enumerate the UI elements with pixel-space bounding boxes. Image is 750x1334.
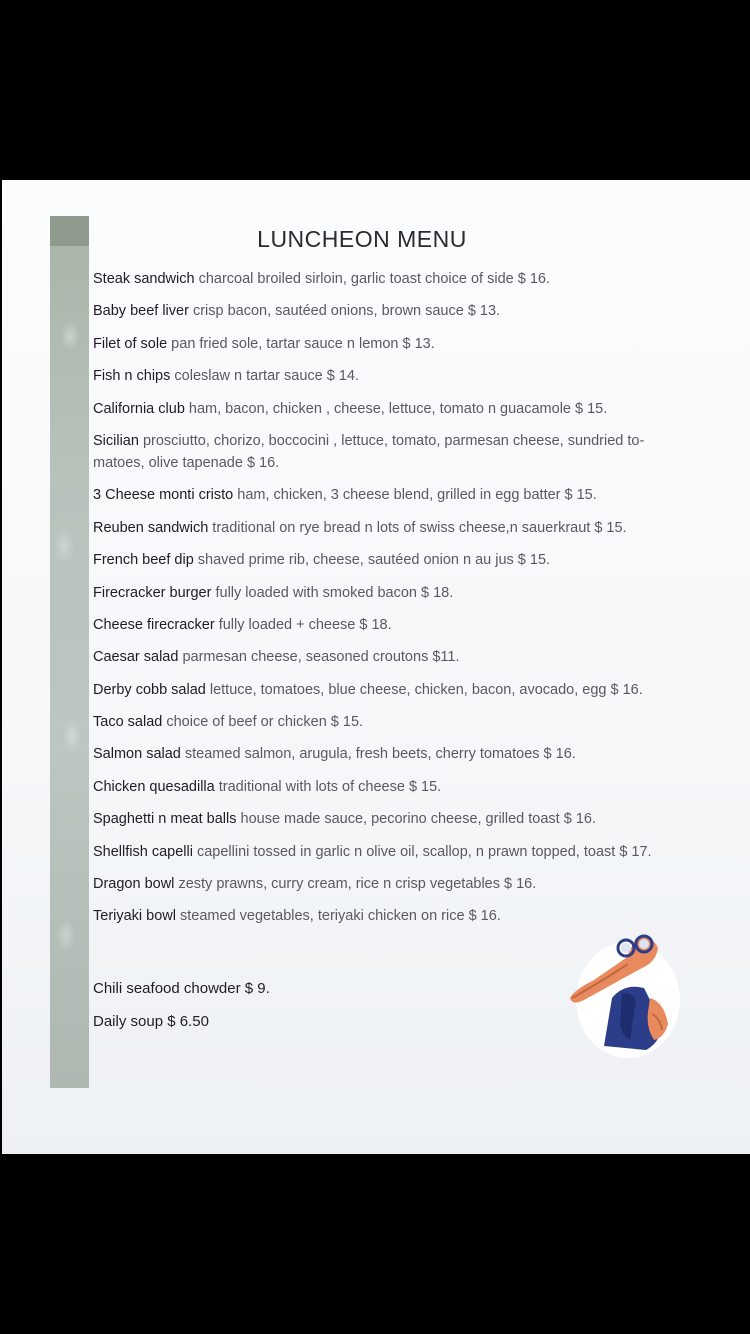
menu-item <box>93 873 693 895</box>
item-description: pan fried sole, tartar sauce n lemon $ 13. <box>167 335 435 352</box>
menu-item <box>93 517 693 539</box>
item-name: Teriyaki bowl <box>93 908 176 925</box>
item-name: Fish n chips <box>93 368 171 385</box>
item-name: Caesar salad <box>93 649 179 666</box>
menu-item <box>93 808 693 830</box>
item-name: Chicken quesadilla <box>93 778 215 795</box>
menu-item <box>93 679 693 701</box>
menu-page <box>2 180 750 1154</box>
pelican-with-sunglasses-icon <box>564 928 684 1058</box>
item-name: Sicilian <box>93 432 139 449</box>
item-description: fully loaded + cheese $ 18. <box>214 616 392 633</box>
item-description: ham, chicken, 3 cheese blend, grilled in egg batter $ 15. <box>233 487 597 504</box>
item-name: Steak sandwich <box>93 271 195 287</box>
item-description: coleslaw n tartar sauce $ 14. <box>170 368 359 385</box>
menu-item <box>93 484 693 506</box>
menu-item <box>93 905 693 927</box>
item-name: Taco salad <box>93 714 163 731</box>
menu-item <box>93 333 693 355</box>
menu-item <box>93 549 693 571</box>
menu-item <box>93 268 693 290</box>
menu-item <box>93 743 693 765</box>
item-description: charcoal broiled sirloin, garlic toast choice of side $ 16. <box>194 271 550 287</box>
item-description: steamed vegetables, teriyaki chicken on rice $ 16. <box>176 908 501 925</box>
menu-item-list <box>93 268 693 938</box>
menu-item <box>93 711 693 733</box>
item-name: French beef dip <box>93 552 194 569</box>
item-name: Derby cobb salad <box>93 681 206 698</box>
item-name: Salmon salad <box>93 746 181 763</box>
item-description: choice of beef or chicken $ 15. <box>162 714 364 731</box>
item-description: crisp bacon, sautéed onions, brown sauce $ 13. <box>188 303 501 320</box>
item-description: lettuce, tomatoes, blue cheese, chicken, bacon, avocado, egg $ 16. <box>205 681 643 698</box>
menu-item <box>93 582 693 604</box>
stripe-cap <box>50 216 89 246</box>
item-description: house made sauce, pecorino cheese, grilled toast $ 16. <box>236 811 596 828</box>
menu-item <box>93 430 693 474</box>
menu-item <box>93 841 693 863</box>
item-description: ham, bacon, chicken , cheese, lettuce, tomato n guacamole $ 15. <box>184 400 608 417</box>
soup-list <box>93 978 270 1044</box>
item-name: California club <box>93 400 185 417</box>
item-name: Shellfish capelli <box>93 843 193 860</box>
menu-item <box>93 300 693 322</box>
menu-item <box>93 365 693 387</box>
item-name: Firecracker burger <box>93 584 212 601</box>
item-description: steamed salmon, arugula, fresh beets, cherry tomatoes $ 16. <box>180 746 576 763</box>
item-name: Baby beef liver <box>93 303 189 320</box>
extra-item-chowder: Chili seafood chowder $ 9. <box>93 980 270 997</box>
menu-item <box>93 614 693 636</box>
item-name: Reuben sandwich <box>93 519 209 536</box>
menu-item <box>93 646 693 668</box>
decorative-side-stripe <box>50 216 89 1088</box>
item-description: traditional with lots of cheese $ 15. <box>214 778 442 795</box>
item-name: Dragon bowl <box>93 876 175 893</box>
item-description: fully loaded with smoked bacon $ 18. <box>211 584 454 601</box>
item-name: 3 Cheese monti cristo <box>93 487 234 504</box>
item-description: traditional on rye bread n lots of swiss cheese,n sauerkraut $ 15. <box>208 519 627 536</box>
item-name: Cheese firecracker <box>93 616 215 633</box>
item-description: capellini tossed in garlic n olive oil, scallop, n prawn topped, toast $ 17. <box>192 843 652 860</box>
item-description: parmesan cheese, seasoned croutons $11. <box>178 649 460 666</box>
item-name: Filet of sole <box>93 335 168 352</box>
item-description: shaved prime rib, cheese, sautéed onion n au jus $ 15. <box>193 552 551 569</box>
menu-title: LUNCHEON MENU <box>257 226 467 252</box>
menu-item <box>93 776 693 798</box>
menu-item <box>93 398 693 420</box>
extra-item-daily-soup: Daily soup $ 6.50 <box>93 1013 209 1030</box>
item-description: zesty prawns, curry cream, rice n crisp vegetables $ 16. <box>174 876 537 893</box>
item-name: Spaghetti n meat balls <box>93 811 237 828</box>
item-description: prosciutto, chorizo, boccocini , lettuce, tomato, parmesan cheese, sundried to- matoes, olive tapenade $ 16. <box>93 432 645 471</box>
